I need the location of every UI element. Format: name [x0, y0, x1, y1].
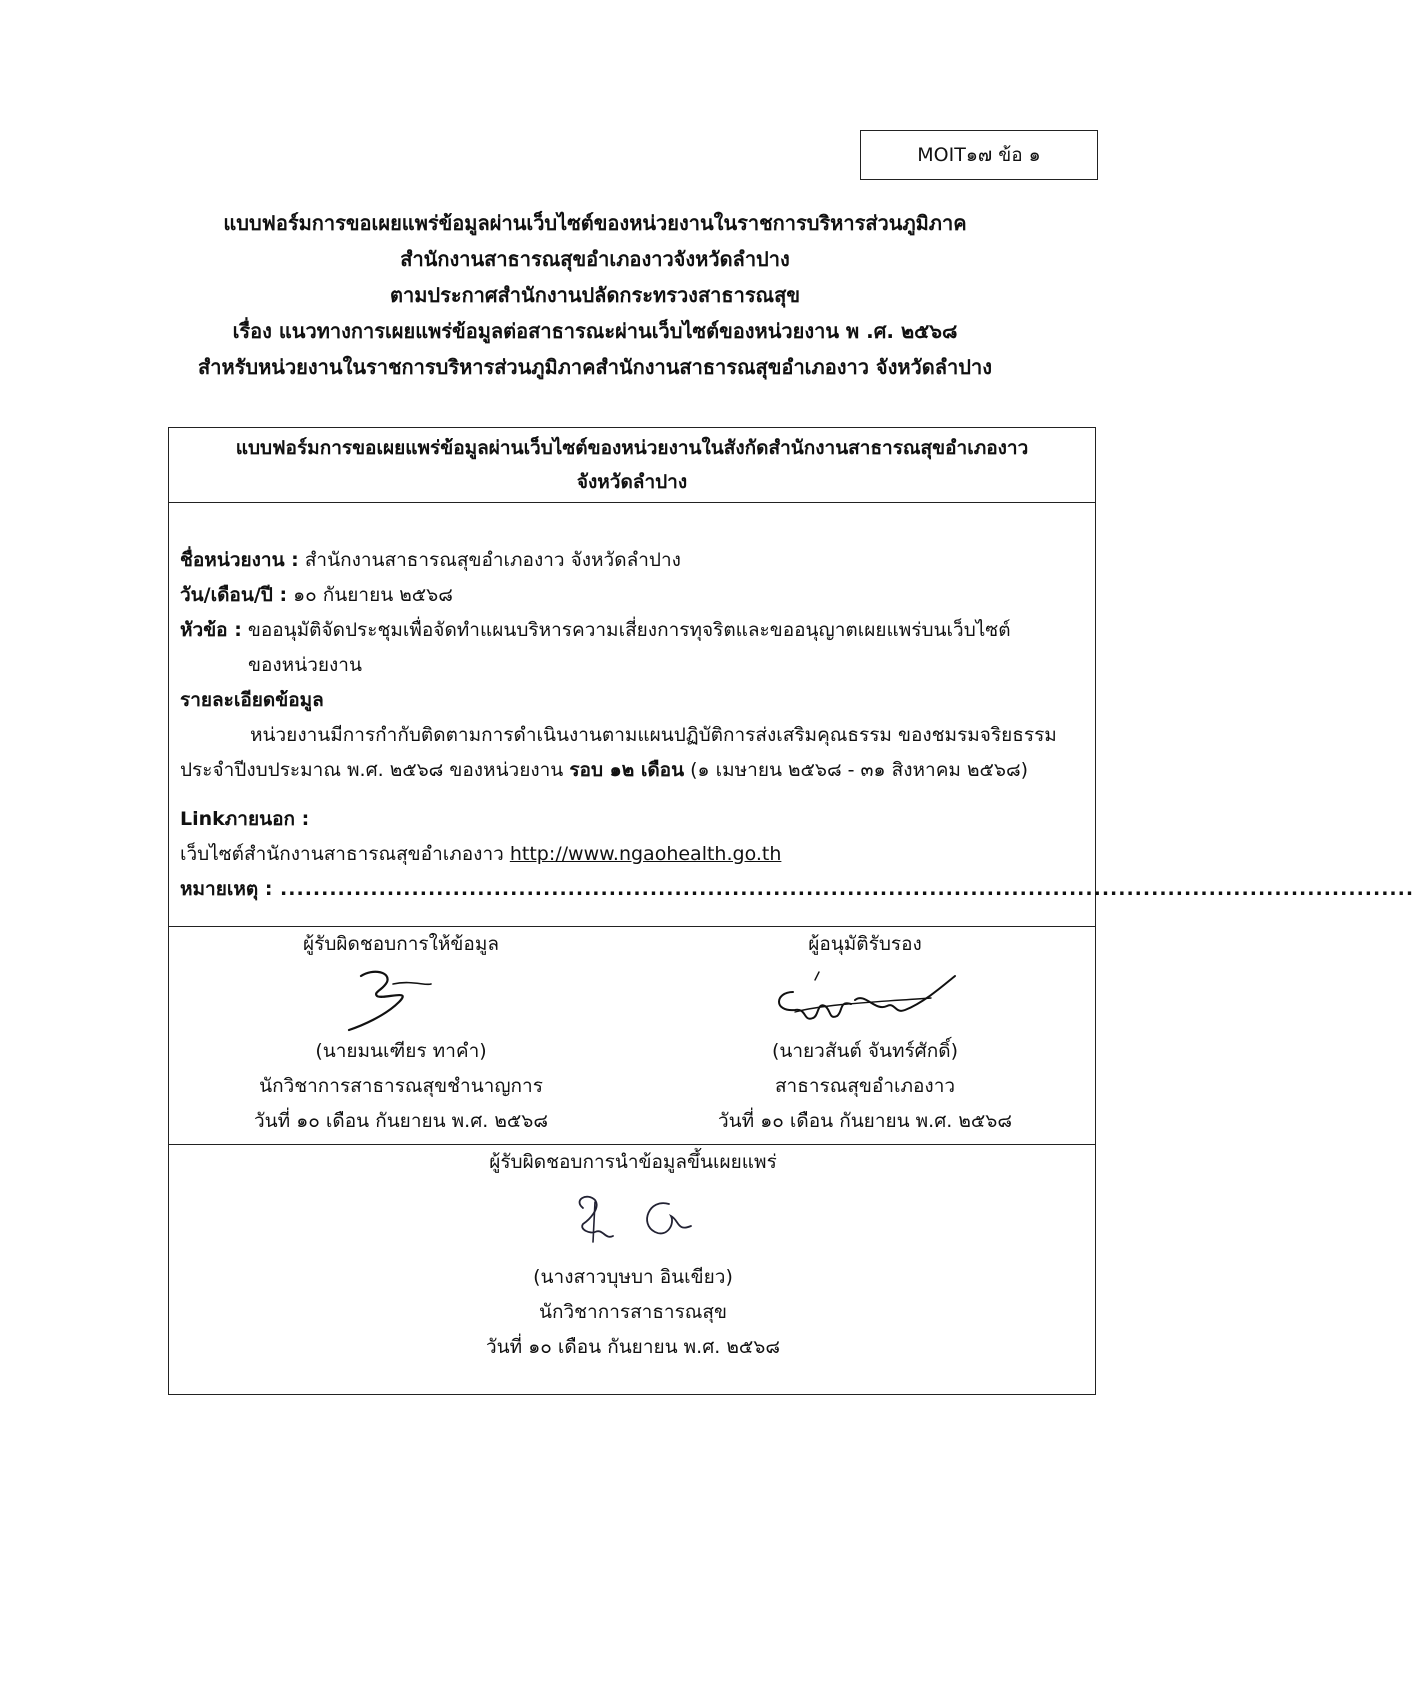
date-label: วัน/เดือน/ปี : [180, 584, 288, 606]
form-details-cell [169, 503, 1414, 927]
header-line-1: แบบฟอร์มการขอเผยแพร่ข้อมูลผ่านเว็บไซต์ของหน่วยงานในราชการบริหารส่วนภูมิภาค [223, 211, 967, 235]
publisher-position: นักวิชาการสาธารณสุข [538, 1301, 728, 1323]
approver-position: สาธารณสุขอำเภองาว [774, 1075, 956, 1097]
form-title-line-2: จังหวัดลำปาง [576, 471, 688, 493]
form-code: MOIT๑๗ ข้อ ๑ [917, 144, 1041, 166]
document-header [0, 205, 1190, 385]
details-heading [180, 683, 1085, 718]
form-title-cell [169, 428, 1095, 503]
link-heading [180, 802, 1085, 837]
details-line-1: หน่วยงานมีการกำกับติดตามการดำเนินงานตามแผนปฏิบัติการส่งเสริมคุณธรรม ของชมรมจริยธรรม [250, 724, 1057, 746]
publisher-cell [169, 1145, 1095, 1394]
responsible-position: นักวิชาการสาธารณสุขชำนาญการ [259, 1075, 543, 1097]
header-line-5: สำหรับหน่วยงานในราชการบริหารส่วนภูมิภาคสำนักงานสาธารณสุขอำเภองาว จังหวัดลำปาง [198, 355, 992, 379]
responsible-signature [321, 962, 481, 1034]
unit-label: ชื่อหน่วยงาน : [180, 549, 299, 571]
publisher-date: วันที่ ๑๐ เดือน กันยายน พ.ศ. ๒๕๖๘ [486, 1336, 780, 1358]
topic-row [180, 613, 1085, 648]
details-line-2 [180, 753, 1085, 788]
approver-signature [755, 962, 975, 1034]
approver-heading: ผู้อนุมัติรับรอง [808, 933, 922, 955]
details-label: รายละเอียดข้อมูล [180, 689, 324, 711]
request-form-table [168, 427, 1414, 1395]
remark-label: หมายเหตุ : [180, 878, 273, 900]
approver-signer [633, 927, 1097, 1139]
publisher-signer [401, 1145, 865, 1365]
link-label: Linkภายนอก : [180, 808, 310, 830]
header-line-2: สำนักงานสาธารณสุขอำเภองาวจังหวัดลำปาง [400, 247, 790, 271]
signature-cell [169, 927, 1095, 1145]
unit-value: สำนักงานสาธารณสุขอำเภองาว จังหวัดลำปาง [298, 549, 681, 571]
details-text: ประจำปีงบประมาณ พ.ศ. ๒๕๖๘ ของหน่วยงาน [180, 759, 570, 781]
unit-row [180, 543, 1085, 578]
topic-value: ขออนุมัติจัดประชุมเพื่อจัดทำแผนบริหารความเสี่ยงการทุจริตและขออนุญาตเผยแพร่บนเว็บไซต์ [241, 619, 1011, 641]
details-period: (๑ เมษายน ๒๕๖๘ - ๓๑ สิงหาคม ๒๕๖๘) [684, 759, 1029, 781]
date-value: ๑๐ กันยายน ๒๕๖๘ [287, 584, 453, 606]
header-line-4: เรื่อง แนวทางการเผยแพร่ข้อมูลต่อสาธารณะผ่านเว็บไซต์ของหน่วยงาน พ .ศ. ๒๕๖๘ [232, 319, 958, 343]
responsible-heading: ผู้รับผิดชอบการให้ข้อมูล [303, 933, 499, 955]
publisher-signature [543, 1180, 723, 1260]
responsible-name: (นายมนเฑียร ทาคำ) [315, 1040, 487, 1062]
link-row [180, 837, 1085, 872]
header-line-3: ตามประกาศสำนักงานปลัดกระทรวงสาธารณสุข [389, 283, 800, 307]
details-round: รอบ ๑๒ เดือน [569, 759, 685, 781]
publisher-name: (นางสาวบุษบา อินเขียว) [533, 1266, 733, 1288]
topic-row-continued: ของหน่วยงาน [248, 654, 362, 676]
link-description: เว็บไซต์สำนักงานสาธารณสุขอำเภองาว [180, 843, 510, 865]
form-code-box [860, 130, 1098, 180]
date-row [180, 578, 1085, 613]
topic-label: หัวข้อ : [180, 619, 242, 641]
approver-date: วันที่ ๑๐ เดือน กันยายน พ.ศ. ๒๕๖๘ [718, 1110, 1012, 1132]
publisher-heading: ผู้รับผิดชอบการนำข้อมูลขึ้นเผยแพร่ [489, 1151, 777, 1173]
responsible-date: วันที่ ๑๐ เดือน กันยายน พ.ศ. ๒๕๖๘ [254, 1110, 548, 1132]
responsible-signer [169, 927, 633, 1139]
remark-dots: .......................................................................................................................................... [272, 878, 1414, 900]
approver-name: (นายวสันต์ จันทร์ศักดิ์) [771, 1040, 958, 1062]
remark-row [180, 872, 1414, 907]
form-title-line-1: แบบฟอร์มการขอเผยแพร่ข้อมูลผ่านเว็บไซต์ของหน่วยงานในสังกัดสำนักงานสาธารณสุขอำเภองาว [235, 437, 1029, 459]
website-link[interactable]: http://www.ngaohealth.go.th [509, 843, 782, 865]
